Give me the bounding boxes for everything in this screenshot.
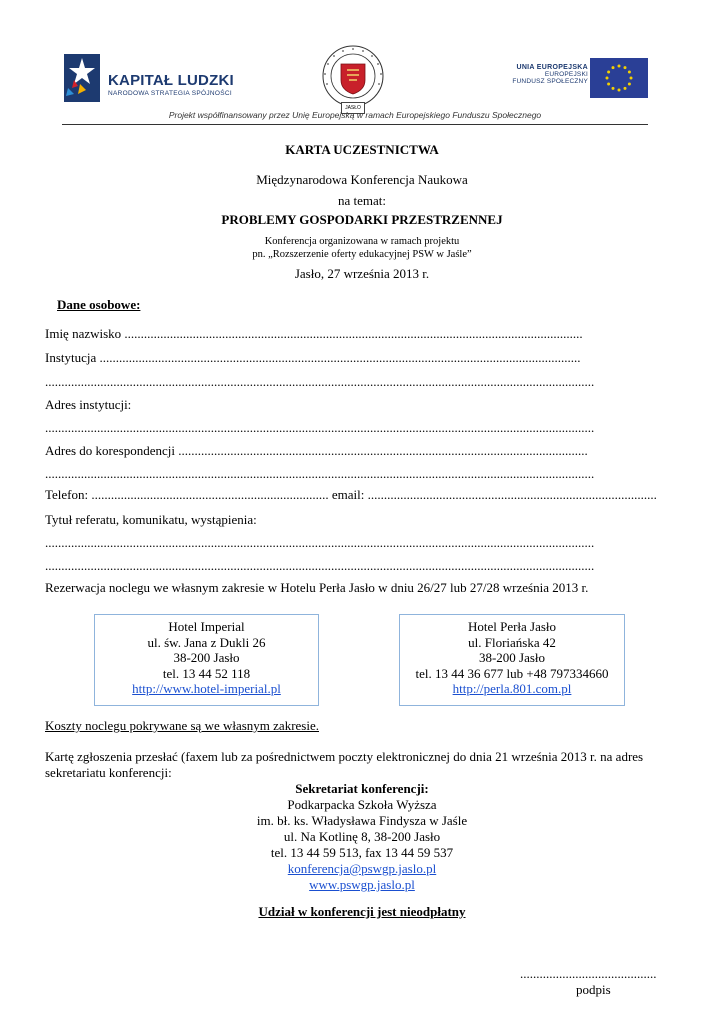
eu-line-1: UNIA EUROPEJSKA — [516, 64, 588, 71]
hotel-imperial-box — [94, 614, 319, 706]
signature-label: podpis — [576, 982, 611, 997]
secretariat-line-3: ul. Na Kotlinę 8, 38-200 Jasło — [283, 829, 441, 844]
secretariat-heading: Sekretariat konferencji: — [295, 781, 429, 796]
logo-subtitle: NARODOWA STRATEGIA SPÓJNOŚCI — [108, 90, 232, 97]
document-header — [62, 40, 648, 126]
secretariat-website-row — [0, 877, 724, 893]
hotel-phone: tel. 13 44 52 118 — [162, 665, 251, 681]
project-line-1: Konferencja organizowana w ramach projektu — [264, 236, 460, 247]
paper-title-field-1[interactable]: ......................................................................................................................................................................... — [45, 535, 595, 550]
hotel-city: 38-200 Jasło — [173, 650, 240, 665]
signature-line[interactable]: .......................................... — [520, 966, 657, 981]
hotel-name: Hotel Imperial — [168, 619, 245, 634]
participation-note: Udział w konferencji jest nieodpłatny — [258, 904, 466, 919]
eu-line-2: EUROPEJSKI — [544, 71, 588, 78]
hotel-perla-box — [399, 614, 625, 706]
paper-title-label: Tytuł referatu, komunikatu, wystąpienia: — [45, 512, 257, 527]
star-emblem-icon — [62, 50, 106, 106]
hotel-phone: tel. 13 44 36 677 lub +48 797334660 — [415, 665, 609, 681]
phone-email-row — [45, 487, 663, 503]
hotel-link[interactable]: http://perla.801.com.pl — [452, 681, 572, 696]
eu-line-3: FUNDUSZ SPOŁECZNY — [512, 78, 588, 85]
phone-field[interactable]: ......................................................................... — [91, 487, 329, 502]
header-divider — [62, 124, 648, 125]
submission-text: Kartę zgłoszenia przesłać (faxem lub za pośrednictwem poczty elektronicznej do dnia 21 września 2013 r. na adres sekretariatu konferencji: — [45, 749, 644, 780]
hotel-link[interactable]: http://www.hotel-imperial.pl — [132, 681, 281, 696]
logo-title: KAPITAŁ LUDZKI — [108, 72, 234, 89]
hotel-city: 38-200 Jasło — [478, 650, 546, 665]
hotel-street: ul. Floriańska 42 — [468, 634, 556, 650]
personal-data-heading: Dane osobowe: — [57, 297, 141, 312]
reservation-text: Rezerwacja noclegu we własnym zakresie w Hotelu Perła Jasło w dniu 26/27 lub 27/28 września 2013 r. — [45, 580, 589, 595]
conference-name: Międzynarodowa Konferencja Naukowa — [256, 172, 468, 187]
secretariat-line-2: im. bł. ks. Władysława Findysza w Jaśle — [256, 813, 468, 828]
institution-field[interactable]: Instytucja .................................................................................................................................................... — [45, 350, 581, 365]
secretariat-website-link[interactable]: www.pswgp.jaslo.pl — [309, 877, 415, 892]
project-line-2: pn. „Rozszerzenie oferty edukacyjnej PSW w Jaśle” — [252, 249, 472, 260]
eu-flag-icon — [590, 58, 648, 98]
email-field[interactable]: ......................................................................................... — [367, 487, 657, 502]
institution-label: Instytucja — [45, 350, 97, 365]
correspondence-continuation-field[interactable]: ......................................................................................................................................................................... — [45, 466, 595, 481]
secretariat-email-link[interactable]: konferencja@pswgp.jaslo.pl — [287, 861, 437, 876]
paper-title-field-2[interactable]: ......................................................................................................................................................................... — [45, 558, 595, 573]
institution-address-field[interactable]: ......................................................................................................................................................................... — [45, 420, 595, 435]
name-label: Imię nazwisko — [45, 326, 122, 341]
institution-address-label: Adres instytucji: — [45, 397, 132, 412]
topic-lead: na temat: — [337, 193, 386, 208]
secretariat-line-4: tel. 13 44 59 513, fax 13 44 59 537 — [270, 845, 454, 860]
phone-label: Telefon: — [45, 487, 89, 502]
conference-topic: PROBLEMY GOSPODARKI PRZESTRZENNEJ — [221, 212, 503, 227]
eu-label — [494, 64, 588, 85]
hotel-street: ul. św. Jana z Dukli 26 — [147, 634, 266, 650]
hotel-name: Hotel Perła Jasło — [467, 619, 557, 634]
secretariat-email-row — [0, 861, 724, 877]
name-field[interactable]: Imię nazwisko ............................................................................................................................................. — [45, 326, 583, 341]
email-label: email: — [331, 487, 365, 502]
conference-date: Jasło, 27 września 2013 r. — [294, 266, 430, 281]
seal-badge: JASŁO — [341, 102, 365, 114]
funding-note: Projekt współfinansowany przez Unię Europejską w ramach Europejskiego Funduszu Społecznego — [168, 110, 542, 120]
correspondence-field[interactable]: Adres do korespondencji .............................................................................................................................. — [45, 443, 588, 458]
institution-continuation-field[interactable]: ......................................................................................................................................................................... — [45, 374, 595, 389]
secretariat-line-1: Podkarpacka Szkoła Wyższa — [287, 797, 437, 812]
document-title: KARTA UCZESTNICTWA — [285, 142, 439, 157]
correspondence-label: Adres do korespondencji — [45, 443, 175, 458]
costs-note: Koszty noclegu pokrywane są we własnym zakresie. — [45, 718, 319, 733]
university-seal — [315, 44, 391, 114]
kapital-ludzki-logo — [62, 50, 262, 110]
